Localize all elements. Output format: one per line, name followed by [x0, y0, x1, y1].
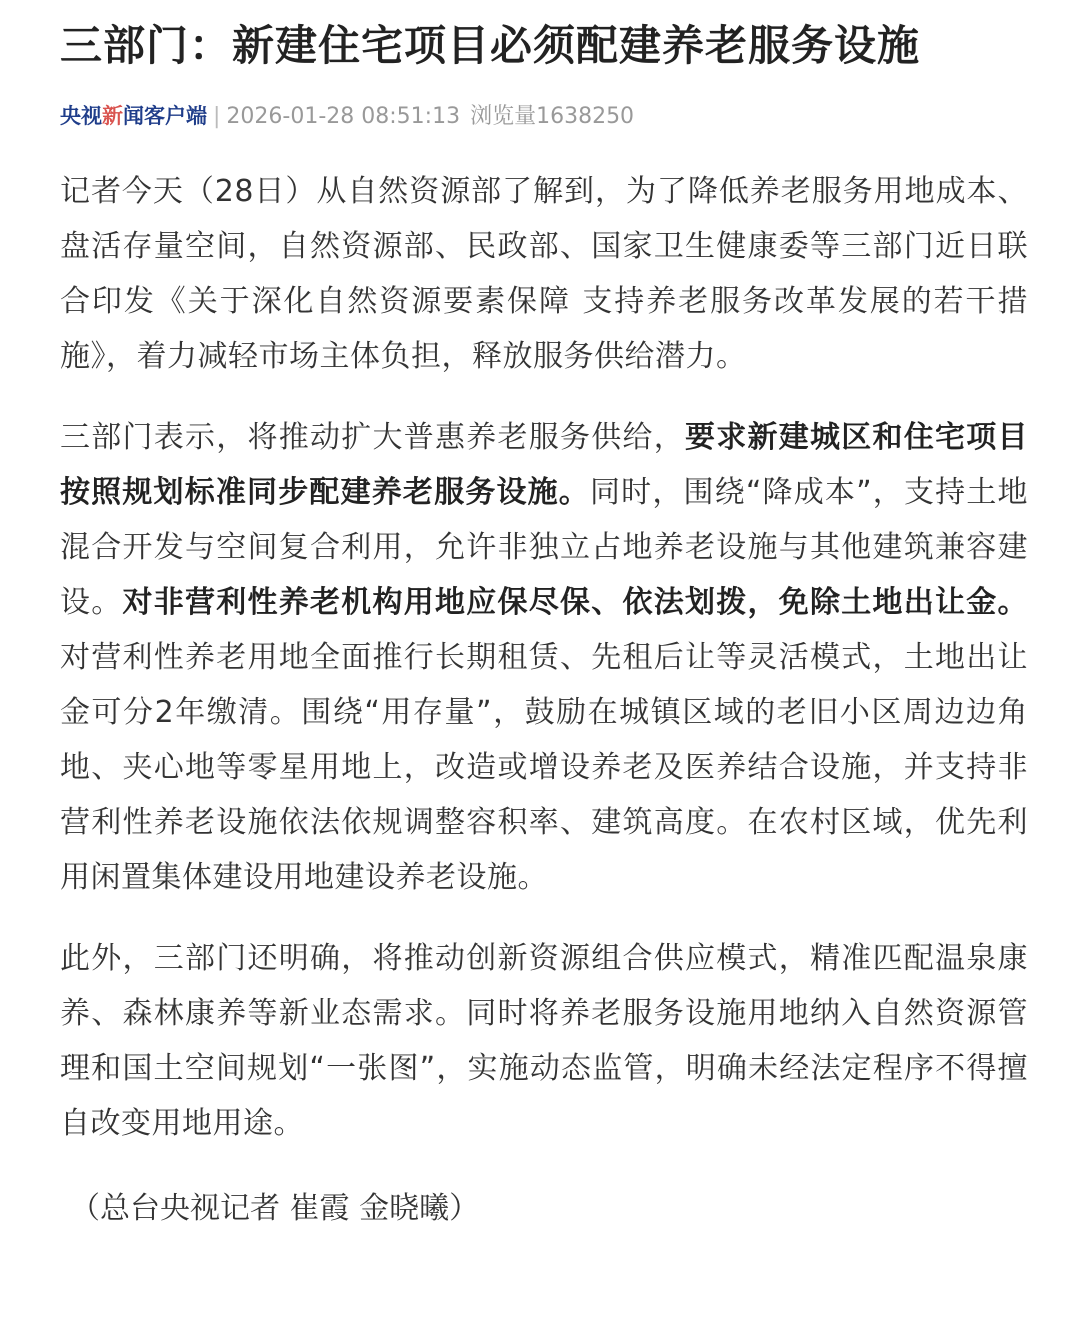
source-name-part1: 央视 — [60, 104, 102, 128]
article-paragraph-2 — [60, 410, 1028, 905]
article-paragraph-1 — [60, 164, 1028, 384]
source-name-part2: 闻客户端 — [123, 104, 207, 128]
article-body — [60, 164, 1028, 1236]
paragraph-2-text-2: 同时，围绕“降成本”，支持土地混合开发与空间复合利用，允许非独立占地养老设施与其他建筑兼容建设。 — [60, 475, 1028, 620]
paragraph-1-text: 记者今天（28日）从自然资源部了解到，为了降低养老服务用地成本、盘活存量空间，自然资源部、民政部、国家卫生健康委等三部门近日联合印发《关于深化自然资源要素保障 支持养老服务改革发展的若干措施》，着力减轻市场主体负担，释放服务供给潜力。 — [60, 174, 1028, 374]
article-paragraph-3 — [60, 931, 1028, 1151]
paragraph-2-text-1: 三部门表示，将推动扩大普惠养老服务供给， — [60, 420, 685, 455]
source-name-mark: 新 — [102, 104, 123, 128]
article-meta — [60, 100, 1028, 132]
paragraph-3-text: 此外，三部门还明确，将推动创新资源组合供应模式，精准匹配温泉康养、森林康养等新业态需求。同时将养老服务设施用地纳入自然资源管理和国土空间规划“一张图”，实施动态监管，明确未经法定程序不得擅自改变用地用途。 — [60, 941, 1028, 1141]
paragraph-2-bold-1: 要求新建城区和住宅项目按照规划标准同步配建养老服务设施。 — [60, 420, 1028, 510]
paragraph-2-text-3: 对营利性养老用地全面推行长期租赁、先租后让等灵活模式，土地出让金可分2年缴清。围绕“用存量”，鼓励在城镇区域的老旧小区周边边角地、夹心地等零星用地上，改造或增设养老及医养结合设施，并支持非营利性养老设施依法依规调整容积率、建筑高度。在农村区域，优先利用闲置集体建设用地建设养老设施。 — [60, 640, 1028, 895]
publish-datetime: 2026-01-28 08:51:13 — [226, 104, 461, 129]
view-count: 浏览量1638250 — [470, 104, 635, 129]
meta-separator: | — [213, 104, 221, 129]
reporter-credit: （总台央视记者 崔霞 金晓曦） — [70, 1191, 480, 1226]
article-title: 三部门：新建住宅项目必须配建养老服务设施 — [60, 21, 921, 70]
paragraph-2-bold-2: 对非营利性养老机构用地应保尽保、依法划拨，免除土地出让金。 — [122, 585, 1028, 620]
source-logo[interactable] — [60, 104, 207, 128]
